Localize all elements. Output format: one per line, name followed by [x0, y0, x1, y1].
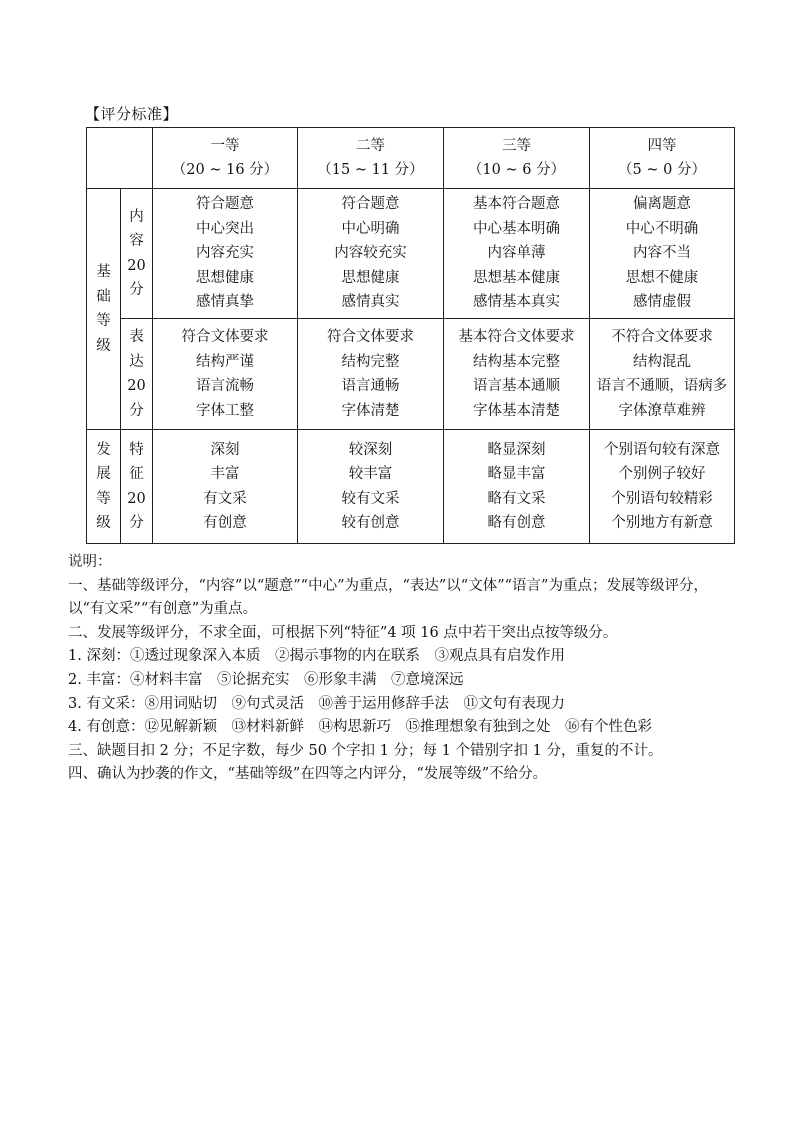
- group-label-basic: 基 础 等 级: [87, 189, 121, 430]
- table-cell: 较深刻 较丰富 较有文采 较有创意: [298, 430, 444, 544]
- note-line: 以“有文采”“有创意”为重点。: [68, 601, 258, 618]
- scoring-table: [86, 127, 735, 544]
- note-line: 二、发展等级评分，不求全面，可根据下列“特征”4 项 16 点中若干突出点按等级分。: [68, 624, 618, 641]
- table-row: [87, 430, 735, 544]
- note-line: 1. 深刻：①透过现象深入本质 ②揭示事物的内在联系 ③观点具有启发作用: [68, 648, 565, 665]
- header-grade-2: 二等 （15 ~ 11 分）: [298, 128, 444, 189]
- table-cell: 基本符合文体要求 结构基本完整 语言基本通顺 字体基本清楚: [444, 319, 590, 430]
- note-line: 一、基础等级评分，“内容”以“题意”“中心”为重点，“表达”以“文体”“语言”为重点；发展等级评分，: [68, 577, 708, 594]
- table-cell: 符合文体要求 结构完整 语言通畅 字体清楚: [298, 319, 444, 430]
- header-grade-4: 四等 （5 ~ 0 分）: [590, 128, 735, 189]
- table-cell: 符合题意 中心突出 内容充实 思想健康 感情真挚: [153, 189, 298, 319]
- table-row: [87, 189, 735, 319]
- note-line: 四、确认为抄袭的作文，“基础等级”在四等之内评分，“发展等级”不给分。: [68, 766, 548, 783]
- note-line: 3. 有文采：⑧用词贴切 ⑨句式灵活 ⑩善于运用修辞手法 ⑪文句有表现力: [68, 695, 565, 712]
- sub-label-features: 特 征 20 分: [121, 430, 153, 544]
- header-corner: [87, 128, 153, 189]
- table-cell: 个别语句较有深意 个别例子较好 个别语句较精彩 个别地方有新意: [590, 430, 735, 544]
- header-grade-3: 三等 （10 ~ 6 分）: [444, 128, 590, 189]
- section-heading: 【评分标准】: [85, 105, 179, 123]
- table-header-row: [87, 128, 735, 189]
- note-line: 2. 丰富：④材料丰富 ⑤论据充实 ⑥形象丰满 ⑦意境深远: [68, 671, 464, 688]
- group-label-development: 发 展 等 级: [87, 430, 121, 544]
- note-line: 4. 有创意：⑫见解新颖 ⑬材料新鲜 ⑭构思新巧 ⑮推理想象有独到之处 ⑯有个性色彩: [68, 719, 652, 736]
- table-cell: 偏离题意 中心不明确 内容不当 思想不健康 感情虚假: [590, 189, 735, 319]
- sub-label-expression: 表 达 20 分: [121, 319, 153, 430]
- table-cell: 深刻 丰富 有文采 有创意: [153, 430, 298, 544]
- table-cell: 符合题意 中心明确 内容较充实 思想健康 感情真实: [298, 189, 444, 319]
- table-cell: 略显深刻 略显丰富 略有文采 略有创意: [444, 430, 590, 544]
- table-cell: 基本符合题意 中心基本明确 内容单薄 思想基本健康 感情基本真实: [444, 189, 590, 319]
- table-cell: 符合文体要求 结构严谨 语言流畅 字体工整: [153, 319, 298, 430]
- scoring-notes: [68, 551, 768, 787]
- note-line: 三、缺题目扣 2 分；不足字数，每少 50 个字扣 1 分；每 1 个错别字扣 1 分，重复的不计。: [68, 742, 663, 759]
- header-grade-1: 一等 （20 ~ 16 分）: [153, 128, 298, 189]
- table-row: [87, 319, 735, 430]
- notes-heading: 说明：: [68, 554, 112, 570]
- sub-label-content: 内 容 20 分: [121, 189, 153, 319]
- table-cell: 不符合文体要求 结构混乱 语言不通顺，语病多 字体潦草难辨: [590, 319, 735, 430]
